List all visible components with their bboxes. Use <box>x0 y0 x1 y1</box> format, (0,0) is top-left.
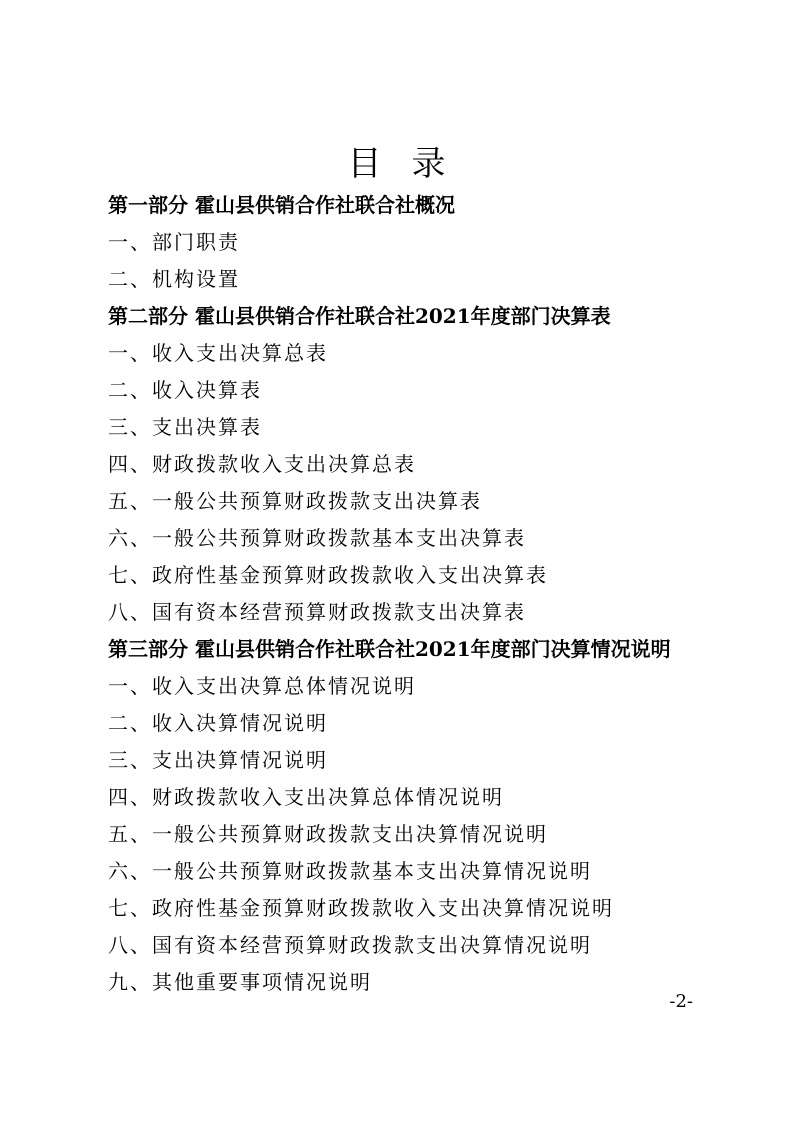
toc-item: 五、一般公共预算财政拨款支出决算情况说明 <box>108 822 548 846</box>
toc-item: 一、收入支出决算总体情况说明 <box>108 674 416 698</box>
toc-item: 二、机构设置 <box>108 267 240 291</box>
toc-part-heading: 第一部分 霍山县供销合作社联合社概况 <box>108 193 455 217</box>
toc-item: 六、一般公共预算财政拨款基本支出决算表 <box>108 526 526 550</box>
toc-item: 一、部门职责 <box>108 230 240 254</box>
document-title: 目录 <box>347 144 476 184</box>
toc-item: 一、收入支出决算总表 <box>108 341 328 365</box>
toc-item: 二、收入决算情况说明 <box>108 711 328 735</box>
toc-item: 三、支出决算情况说明 <box>108 748 328 772</box>
toc-part-heading: 第三部分 霍山县供销合作社联合社2021年度部门决算情况说明 <box>108 637 671 661</box>
toc-item: 三、支出决算表 <box>108 415 262 439</box>
toc-item: 六、一般公共预算财政拨款基本支出决算情况说明 <box>108 859 592 883</box>
toc-item: 七、政府性基金预算财政拨款收入支出决算表 <box>108 563 548 587</box>
table-of-contents <box>108 187 671 1001</box>
toc-item: 五、一般公共预算财政拨款支出决算表 <box>108 489 482 513</box>
toc-item: 九、其他重要事项情况说明 <box>108 970 372 994</box>
toc-item: 七、政府性基金预算财政拨款收入支出决算情况说明 <box>108 896 614 920</box>
toc-item: 四、财政拨款收入支出决算总表 <box>108 452 416 476</box>
toc-item: 八、国有资本经营预算财政拨款支出决算情况说明 <box>108 933 592 957</box>
page-number: -2- <box>669 991 693 1012</box>
toc-item: 二、收入决算表 <box>108 378 262 402</box>
toc-item: 四、财政拨款收入支出决算总体情况说明 <box>108 785 504 809</box>
toc-part-heading: 第二部分 霍山县供销合作社联合社2021年度部门决算表 <box>108 304 611 328</box>
toc-item: 八、国有资本经营预算财政拨款支出决算表 <box>108 600 526 624</box>
